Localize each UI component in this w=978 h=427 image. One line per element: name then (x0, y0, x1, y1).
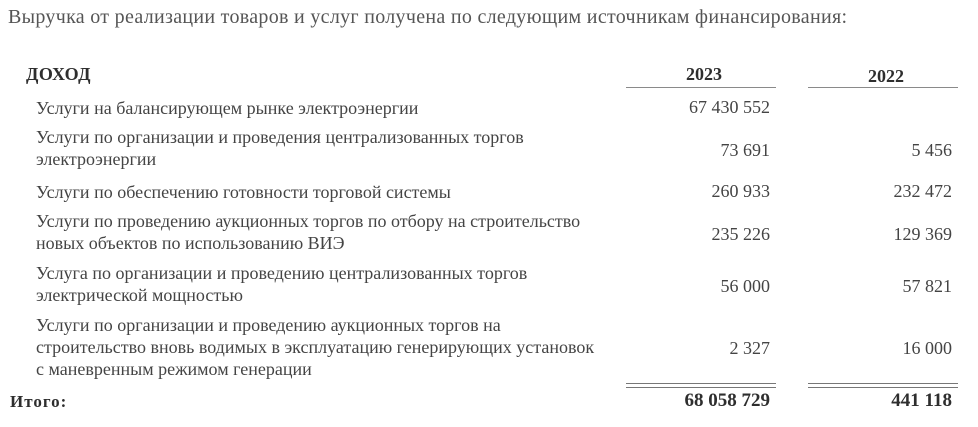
row-value-2023: 67 430 552 (689, 97, 770, 117)
total-rule-2023 (626, 383, 776, 388)
row-value-2023: 56 000 (720, 276, 770, 296)
row-label: Услуги по проведению аукционных торгов по отбору на строительство новых объектов по использованию ВИЭ (36, 211, 581, 253)
intro-paragraph: Выручка от реализации товаров и услуг получена по следующим источникам финансирования: (8, 6, 848, 28)
row-value-2023: 260 933 (711, 181, 770, 201)
row-value-2022: 232 472 (893, 181, 952, 201)
row-value-2022: 129 369 (893, 224, 952, 244)
header-rule-2022 (808, 87, 958, 88)
row-value-2023: 2 327 (729, 338, 770, 358)
row-value-2023: 73 691 (720, 140, 770, 160)
row-label: Услуги по организации и проведению аукционных торгов на строительство вновь водимых в эксплуатацию генерирующих установок с маневренным режимом генерации (36, 315, 595, 379)
total-value-2022: 441 118 (891, 390, 952, 411)
row-value-2022: 57 821 (902, 276, 952, 296)
header-rule-2023 (626, 87, 776, 88)
header-year-2023: 2023 (686, 64, 722, 84)
row-label: Услуги по организации и проведения централизованных торгов электроэнергии (36, 127, 524, 169)
row-value-2022: 16 000 (902, 338, 952, 358)
header-income-label: ДОХОД (26, 64, 92, 84)
row-label: Услуги на балансирующем рынке электроэнергии (36, 98, 419, 118)
total-label: Итого: (10, 392, 68, 411)
total-rule-2022 (808, 383, 958, 388)
row-label: Услуги по обеспечению готовности торговой системы (36, 182, 451, 202)
row-value-2023: 235 226 (711, 224, 770, 244)
table-header (0, 60, 978, 90)
header-year-2022: 2022 (868, 66, 904, 86)
row-label: Услуга по организации и проведению централизованных торгов электрической мощностью (36, 263, 528, 305)
row-value-2022: 5 456 (911, 140, 952, 160)
total-value-2023: 68 058 729 (684, 390, 770, 411)
